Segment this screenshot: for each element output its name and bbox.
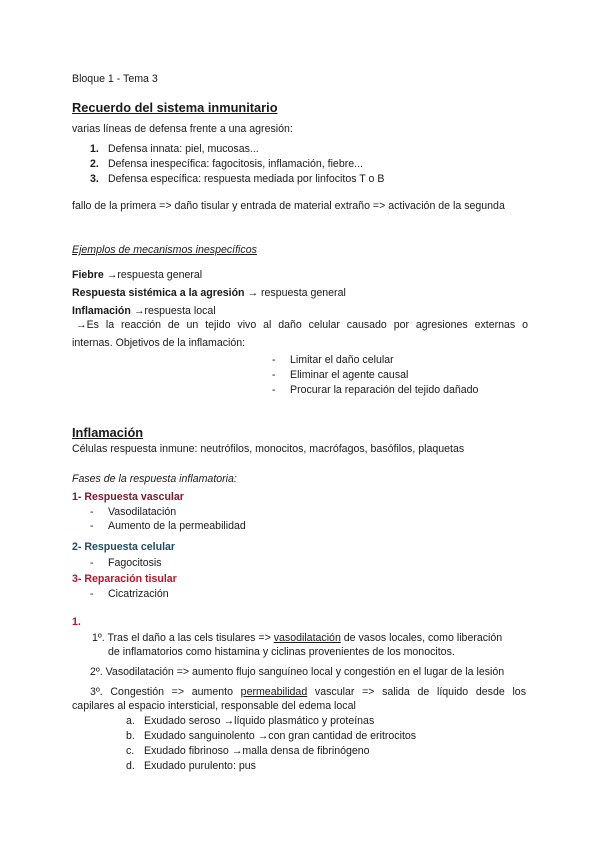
- list-number: 1.: [90, 143, 99, 155]
- list-item: Defensa innata: piel, mucosas...: [108, 143, 259, 155]
- example-label: Fiebre: [72, 269, 104, 281]
- list-letter: c.: [126, 745, 135, 757]
- detail-heading: 1.: [72, 616, 81, 628]
- list-item: Vasodilatación: [108, 506, 177, 518]
- list-letter: b.: [126, 730, 135, 742]
- list-item: Defensa específica: respuesta mediada por linfocitos T o B: [108, 173, 385, 185]
- phase1-title: 1- Respuesta vascular: [72, 491, 184, 503]
- example-text: → respuesta general: [244, 287, 346, 299]
- list-bullet: -: [272, 354, 276, 366]
- example-text: →respuesta general: [103, 269, 203, 281]
- immune-cells: Células respuesta inmune: neutrófilos, monocitos, macrófagos, basófilos, plaquetas: [72, 443, 465, 455]
- phases-title: Fases de la respuesta inflamatoria:: [72, 473, 237, 485]
- list-item: Aumento de la permeabilidad: [108, 520, 246, 532]
- example-fiebre: [72, 268, 202, 282]
- list-item: Exudado sanguinolento →con gran cantidad de eritrocitos: [144, 730, 417, 742]
- list-item: Cicatrización: [108, 588, 169, 600]
- list-bullet: -: [90, 557, 94, 569]
- paragraph-text: vascular => salida de líquido desde los: [307, 686, 526, 698]
- example-sistemica: [72, 286, 346, 300]
- paragraph-emphasis: permeabilidad: [240, 686, 308, 698]
- list-bullet: -: [90, 588, 94, 600]
- paragraph-text: 1º. Tras el daño a las cels tisulares =>: [92, 632, 274, 644]
- section-title-immune-system: Recuerdo del sistema inmunitario: [72, 100, 278, 115]
- list-bullet: -: [272, 369, 276, 381]
- list-bullet: -: [90, 520, 94, 532]
- inflammation-definition-line1: →Es la reacción de un tejido vivo al daño celular causado por agresiones externas o: [76, 319, 528, 331]
- list-letter: a.: [126, 715, 135, 727]
- paragraph-text: de vasos locales, como liberación: [340, 632, 503, 644]
- list-bullet: -: [272, 384, 276, 396]
- list-item: Exudado fibrinoso →malla densa de fibrinógeno: [144, 745, 370, 757]
- detail-paragraph-3-line2: capilares al espacio intersticial, responsable del edema local: [72, 700, 356, 712]
- inflammation-definition-line2: internas. Objetivos de la inflamación:: [72, 337, 246, 349]
- detail-paragraph-3: [90, 685, 526, 699]
- list-number: 2.: [90, 158, 99, 170]
- detail-paragraph-1-line2: de inflamatorios como histamina y ciclinas provenientes de los monocitos.: [108, 646, 455, 658]
- example-text: →respuesta local: [130, 305, 216, 317]
- document-header: Bloque 1 - Tema 3: [72, 73, 158, 85]
- failure-chain: fallo de la primera => daño tisular y entrada de material extraño => activación de la segunda: [72, 200, 505, 212]
- list-letter: d.: [126, 760, 135, 772]
- list-bullet: -: [90, 506, 94, 518]
- list-number: 3.: [90, 173, 99, 185]
- list-item: Limitar el daño celular: [290, 354, 394, 366]
- list-item: Fagocitosis: [108, 557, 162, 569]
- list-item: Exudado purulento: pus: [144, 760, 256, 772]
- phase3-title: 3- Reparación tisular: [72, 573, 177, 585]
- list-item: Exudado seroso →líquido plasmático y proteínas: [144, 715, 375, 727]
- section-title-inflammation: Inflamación: [72, 425, 144, 440]
- paragraph-emphasis: vasodilatación: [273, 632, 341, 644]
- detail-paragraph-2: 2º. Vasodilatación => aumento flujo sanguíneo local y congestión en el lugar de la lesión: [90, 666, 505, 678]
- example-label: Respuesta sistémica a la agresión: [72, 287, 245, 299]
- list-item: Eliminar el agente causal: [290, 369, 409, 381]
- section1-intro: varias líneas de defensa frente a una agresión:: [72, 123, 293, 135]
- paragraph-text: 3º. Congestión => aumento: [90, 686, 241, 698]
- example-label: Inflamación: [72, 305, 131, 317]
- list-item: Defensa inespecífica: fagocitosis, inflamación, fiebre...: [108, 158, 363, 170]
- phase2-title: 2- Respuesta celular: [72, 541, 176, 553]
- examples-title: Ejemplos de mecanismos inespecíficos: [72, 244, 257, 256]
- list-item: Procurar la reparación del tejido dañado: [290, 384, 479, 396]
- detail-paragraph-1: [92, 631, 502, 645]
- example-inflamacion: [72, 304, 216, 318]
